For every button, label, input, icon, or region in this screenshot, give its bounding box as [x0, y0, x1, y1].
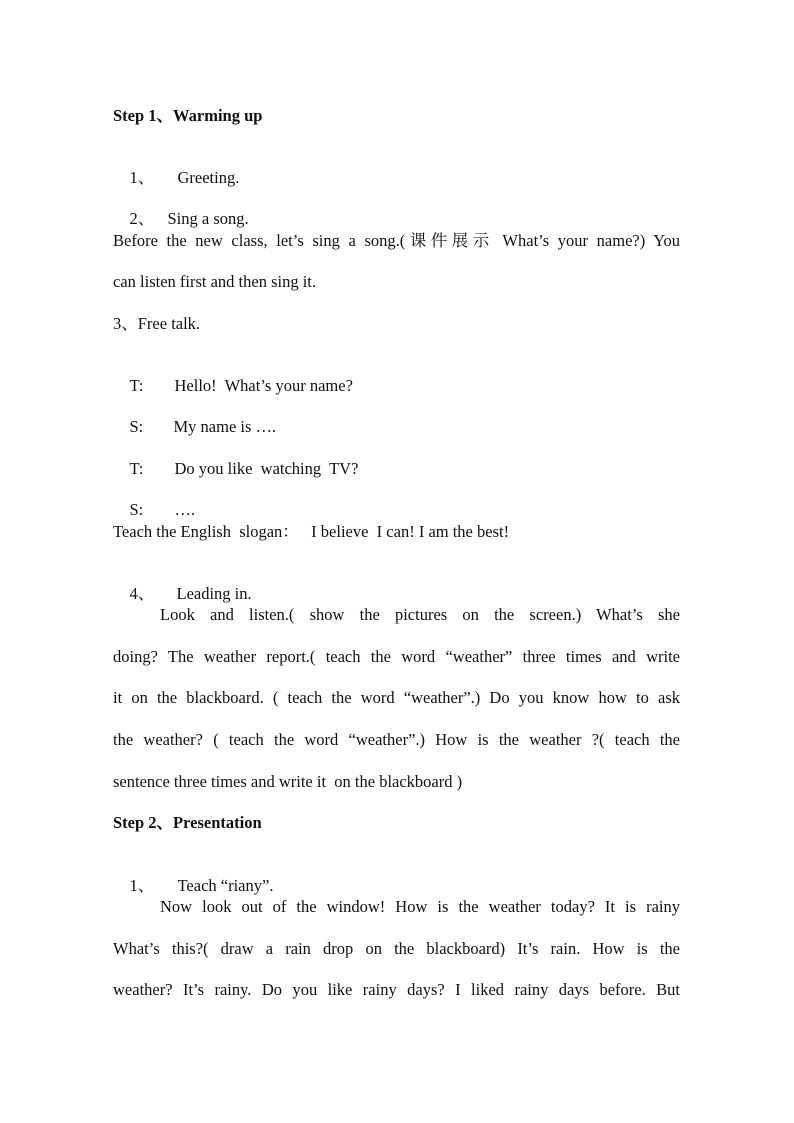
speaker-label: T:: [129, 459, 144, 478]
step2-item-teach-riany: [113, 856, 274, 895]
item-number: 1、: [129, 876, 155, 895]
presentation-paragraph-line: What’s this?( draw a rain drop on the blackboard) It’s rain. How is the: [113, 939, 680, 958]
leading-paragraph-line: sentence three times and write it on the blackboard ): [113, 772, 463, 791]
dialogue-text: Do you like watching TV?: [174, 459, 359, 478]
dialogue-line: [113, 356, 353, 395]
speaker-label: S:: [129, 500, 144, 519]
step1-item-leading-in: [113, 564, 252, 603]
item-text: Sing a song.: [167, 209, 249, 228]
item-number: 2、: [129, 209, 155, 228]
speaker-label: T:: [129, 376, 144, 395]
dialogue-text: Hello! What’s your name?: [174, 376, 353, 395]
presentation-paragraph-line: Now look out of the window! How is the weather today? It is rainy: [160, 897, 680, 916]
leading-paragraph-line: the weather? ( teach the word “weather”.) How is the weather ?( teach the: [113, 730, 680, 749]
step1-item-free-talk: 3、Free talk.: [113, 314, 201, 333]
step1-item-sing: [113, 189, 249, 228]
leading-paragraph-line: it on the blackboard. ( teach the word “weather”.) Do you know how to ask: [113, 688, 680, 707]
dialogue-text: My name is ….: [173, 417, 277, 436]
step1-item-greeting: [113, 148, 240, 187]
item-text: Teach “riany”.: [177, 876, 274, 895]
slogan-line: Teach the English slogan： I believe I can! I am the best!: [113, 522, 510, 541]
leading-paragraph-line: Look and listen.( show the pictures on the screen.) What’s she: [160, 605, 680, 624]
presentation-paragraph-line: weather? It’s rainy. Do you like rainy days? I liked rainy days before. But: [113, 980, 680, 999]
dialogue-line: [113, 439, 359, 478]
item-number: 1、: [129, 168, 155, 187]
dialogue-line: [113, 397, 277, 436]
dialogue-text: ….: [174, 500, 196, 519]
item-text: Leading in.: [176, 584, 252, 603]
step1-heading: Step 1、Warming up: [113, 106, 263, 125]
item-text: Greeting.: [177, 168, 240, 187]
step2-heading: Step 2、Presentation: [113, 813, 262, 832]
song-paragraph-line-2: can listen first and then sing it.: [113, 272, 317, 291]
item-number: 4、: [129, 584, 155, 603]
song-paragraph-line-1: Before the new class, let’s sing a song.(课件展示 What’s your name?) You: [113, 231, 680, 250]
dialogue-line: [113, 480, 196, 519]
leading-paragraph-line: doing? The weather report.( teach the word “weather” three times and write: [113, 647, 680, 666]
speaker-label: S:: [129, 417, 144, 436]
